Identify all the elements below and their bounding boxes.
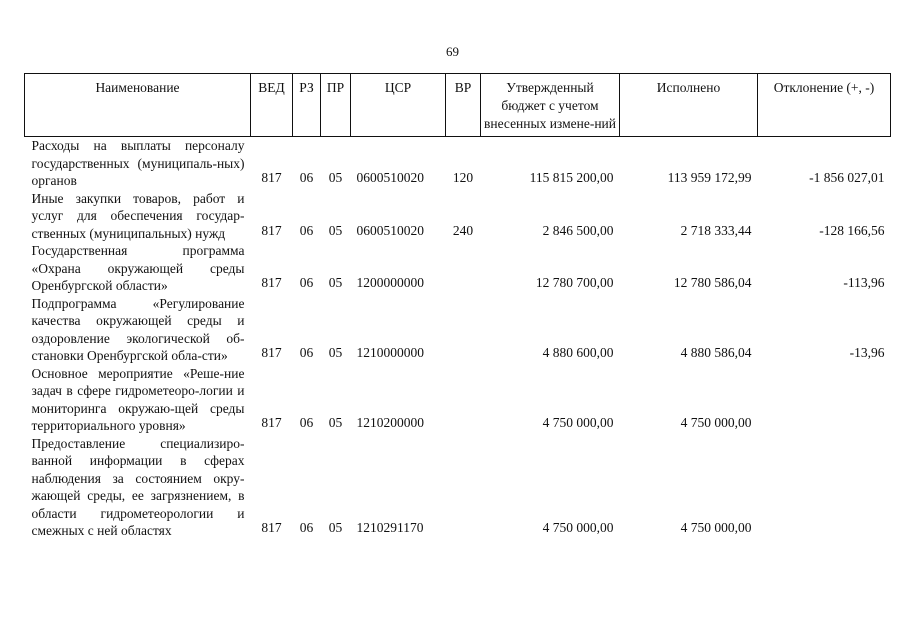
header-ved: ВЕД [251,74,293,137]
row-ved: 817 [261,170,282,185]
row-name: Подпрограмма «Регулирование качества окружающей среды и оздоровление экологической об-становки Оренбургской обла-сти» [31,295,245,363]
row-deviation [758,365,891,435]
row-ved: 817 [261,275,282,290]
header-csr: ЦСР [351,74,446,137]
row-vr: 240 [452,222,474,238]
row-deviation: -113,96 [843,275,885,290]
header-approved-budget: Утвержденный бюджет с учетом внесенных измене-ний [481,74,620,137]
row-vr [446,365,481,435]
row-approved-budget: 4 750 000,00 [542,520,614,535]
table-row [25,365,891,435]
row-approved-budget: 4 750 000,00 [542,415,614,430]
table-body [25,137,891,540]
row-executed: 4 750 000,00 [680,415,752,430]
header-vr: ВР [446,74,481,137]
row-csr: 1210291170 [356,520,424,535]
row-pr: 05 [328,275,343,290]
row-executed: 4 880 586,04 [680,345,752,360]
header-name: Наименование [25,74,251,137]
row-rz: 06 [299,170,314,185]
row-executed: 2 718 333,44 [680,222,752,238]
row-approved-budget: 115 815 200,00 [529,170,614,185]
header-pr: ПР [321,74,351,137]
row-csr: 1210000000 [356,345,424,360]
table-row [25,435,891,540]
row-name: Предоставление специализиро-ванной информации в сферах наблюдения за состоянием окру-жающей среды, ее загрязнением, в области гидрометеорологии и смежных с ней областях [31,435,245,538]
row-rz: 06 [299,222,314,238]
row-executed: 4 750 000,00 [680,520,752,535]
row-executed: 12 780 586,04 [673,275,752,290]
row-csr: 1210200000 [356,415,424,430]
row-deviation: -13,96 [849,345,885,360]
table-row [25,137,891,190]
row-ved: 817 [261,415,282,430]
row-name: Государственная программа «Охрана окружающей среды Оренбургской области» [31,243,245,293]
row-rz: 06 [299,520,314,535]
header-executed: Исполнено [620,74,758,137]
header-rz: РЗ [293,74,321,137]
budget-table [24,73,891,540]
row-ved: 817 [261,345,282,360]
table-row [25,190,891,243]
row-name: Иные закупки товаров, работ и услуг для обеспечения государ-ственных (муниципальных) нужд [31,190,245,241]
row-approved-budget: 2 846 500,00 [542,222,614,238]
row-vr: 120 [452,170,474,185]
row-name: Основное мероприятие «Реше-ние задач в сфере гидрометеоро-логии и мониторинга окружаю-щей среды территориального уровня» [31,365,245,433]
row-rz: 06 [299,275,314,290]
row-deviation: -128 166,56 [819,222,885,238]
row-csr: 0600510020 [356,222,424,238]
row-approved-budget: 4 880 600,00 [542,345,614,360]
table-header-row [25,74,891,137]
row-deviation [758,435,891,540]
row-rz: 06 [299,415,314,430]
row-deviation: -1 856 027,01 [809,170,885,185]
row-pr: 05 [328,520,343,535]
row-executed: 113 959 172,99 [667,170,752,185]
page-number: 69 [446,44,459,59]
row-pr: 05 [328,345,343,360]
row-ved: 817 [261,222,282,238]
row-vr [446,295,481,365]
row-vr [446,435,481,540]
row-pr: 05 [328,415,343,430]
row-name: Расходы на выплаты персоналу государственных (муниципаль-ных) органов [31,138,245,188]
row-csr: 1200000000 [356,275,424,290]
table-row [25,242,891,295]
header-deviation: Отклонение (+, -) [758,74,891,137]
row-rz: 06 [299,345,314,360]
row-vr [446,242,481,295]
row-approved-budget: 12 780 700,00 [535,275,614,290]
row-ved: 817 [261,520,282,535]
row-pr: 05 [328,170,343,185]
row-csr: 0600510020 [356,170,424,185]
table-row [25,295,891,365]
row-pr: 05 [328,222,343,238]
